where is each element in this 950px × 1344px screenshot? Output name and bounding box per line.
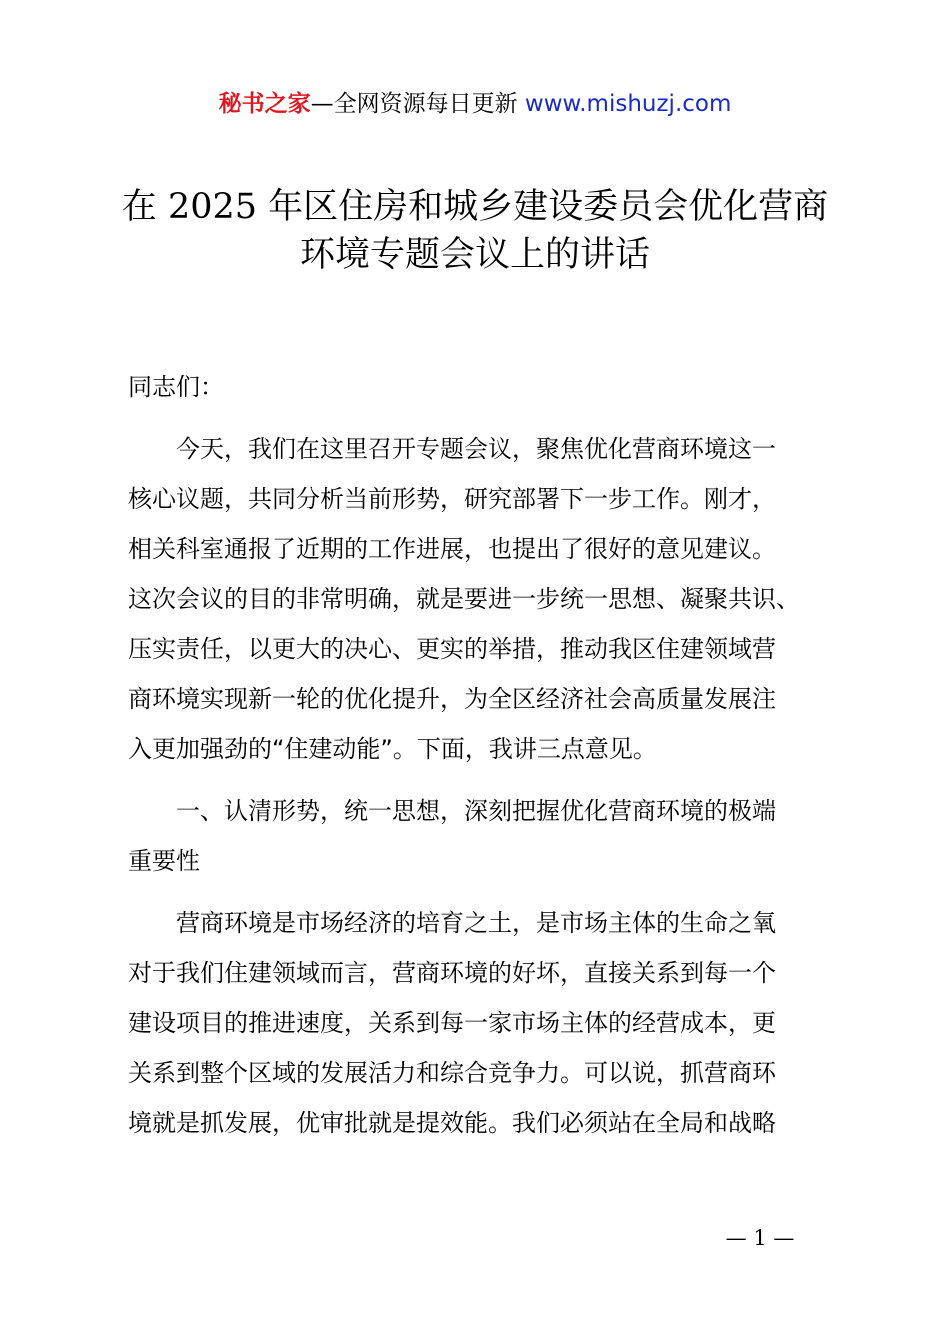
section-heading-1 — [128, 786, 838, 886]
page-number: — 1 — — [725, 1226, 795, 1250]
text-line: 关系到整个区域的发展活力和综合竞争力。可以说，抓营商环 — [128, 1059, 776, 1087]
title-line-1: 在 2025 年区住房和城乡建设委员会优化营商 — [121, 187, 829, 227]
document-title — [0, 183, 950, 279]
salutation: 同志们： — [128, 373, 224, 401]
brand-name: 秘书之家 — [218, 91, 311, 117]
title-line-2: 环境专题会议上的讲话 — [299, 235, 650, 275]
text-line: 这次会议的目的非常明确，就是要进一步统一思想、凝聚共识、 — [128, 585, 800, 613]
text-line: 营商环境是市场经济的培育之土，是市场主体的生命之氧 — [176, 909, 776, 937]
text-line: 商环境实现新一轮的优化提升，为全区经济社会高质量发展注 — [128, 685, 776, 713]
text-line: 相关科室通报了近期的工作进展，也提出了很好的意见建议。 — [128, 535, 776, 563]
text-line: 建设项目的推进速度，关系到每一家市场主体的经营成本，更 — [128, 1009, 776, 1037]
paragraph-opening — [128, 424, 838, 774]
heading-line: 一、认清形势，统一思想，深刻把握优化营商环境的极端 — [176, 797, 776, 825]
text-line: 今天，我们在这里召开专题会议，聚焦优化营商环境这一 — [176, 435, 776, 463]
text-line: 压实责任，以更大的决心、更实的举措，推动我区住建领域营 — [128, 635, 776, 663]
heading-line: 重要性 — [128, 847, 200, 875]
text-line: 对于我们住建领域而言，营商环境的好坏，直接关系到每一个 — [128, 959, 776, 987]
document-body — [128, 362, 838, 1148]
text-line: 入更加强劲的“住建动能”。下面，我讲三点意见。 — [128, 735, 657, 763]
paragraph-section-1 — [128, 898, 838, 1148]
site-url[interactable]: www.mishuzj.com — [524, 91, 732, 117]
text-line: 核心议题，共同分析当前形势，研究部署下一步工作。刚才， — [128, 485, 776, 513]
header-slogan: —全网资源每日更新 — [310, 91, 518, 117]
text-line: 境就是抓发展，优审批就是提效能。我们必须站在全局和战略 — [128, 1109, 776, 1137]
site-header — [0, 88, 950, 120]
